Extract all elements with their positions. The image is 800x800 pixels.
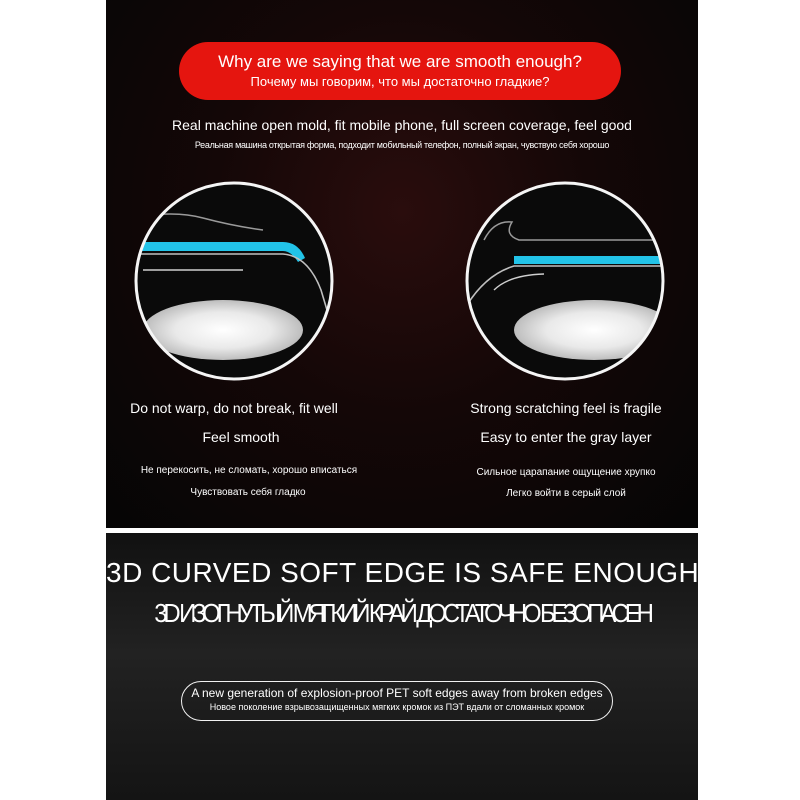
- footer-pill: [181, 681, 613, 721]
- left-caption-line1-en: Do not warp, do not break, fit well: [130, 400, 338, 416]
- intro-text-en: Real machine open mold, fit mobile phone, full screen coverage, feel good: [172, 117, 632, 133]
- banner-title-en: Why are we saying that we are smooth enough?: [218, 52, 582, 71]
- right-caption-line2-en: Easy to enter the gray layer: [480, 429, 652, 445]
- banner-title-ru: Почему мы говорим, что мы достаточно гладкие?: [250, 74, 550, 89]
- footer-text-en: A new generation of explosion-proof PET soft edges away from broken edges: [191, 686, 603, 700]
- headline-en: 3D CURVED SOFT EDGE IS SAFE ENOUGH: [106, 557, 700, 588]
- curved-edge-closeup-icon: [133, 180, 335, 382]
- question-banner: [179, 42, 621, 100]
- headline-ru: 3D ИЗОГНУТЫЙ МЯГКИЙ КРАЙ ДОСТАТОЧНО БЕЗОПАСЕН: [154, 598, 650, 628]
- left-caption-line1-ru: Не перекосить, не сломать, хорошо вписаться: [140, 465, 358, 476]
- flat-edge-closeup-icon: [464, 180, 666, 382]
- left-caption-line2-ru: Чувствовать себя гладко: [190, 487, 306, 498]
- right-caption-line2-ru: Легко войти в серый слой: [506, 488, 626, 499]
- intro-text-ru: Реальная машина открытая форма, подходит мобильный телефон, полный экран, чувствую себя хорошо: [194, 140, 610, 150]
- right-caption-line1-en: Strong scratching feel is fragile: [470, 400, 662, 416]
- left-caption-line2-en: Feel smooth: [202, 429, 280, 445]
- right-caption-line1-ru: Сильное царапание ощущение хрупко: [476, 467, 656, 478]
- footer-text-ru: Новое поколение взрывозащищенных мягких кромок из ПЭТ вдали от сломанных кромок: [209, 702, 585, 712]
